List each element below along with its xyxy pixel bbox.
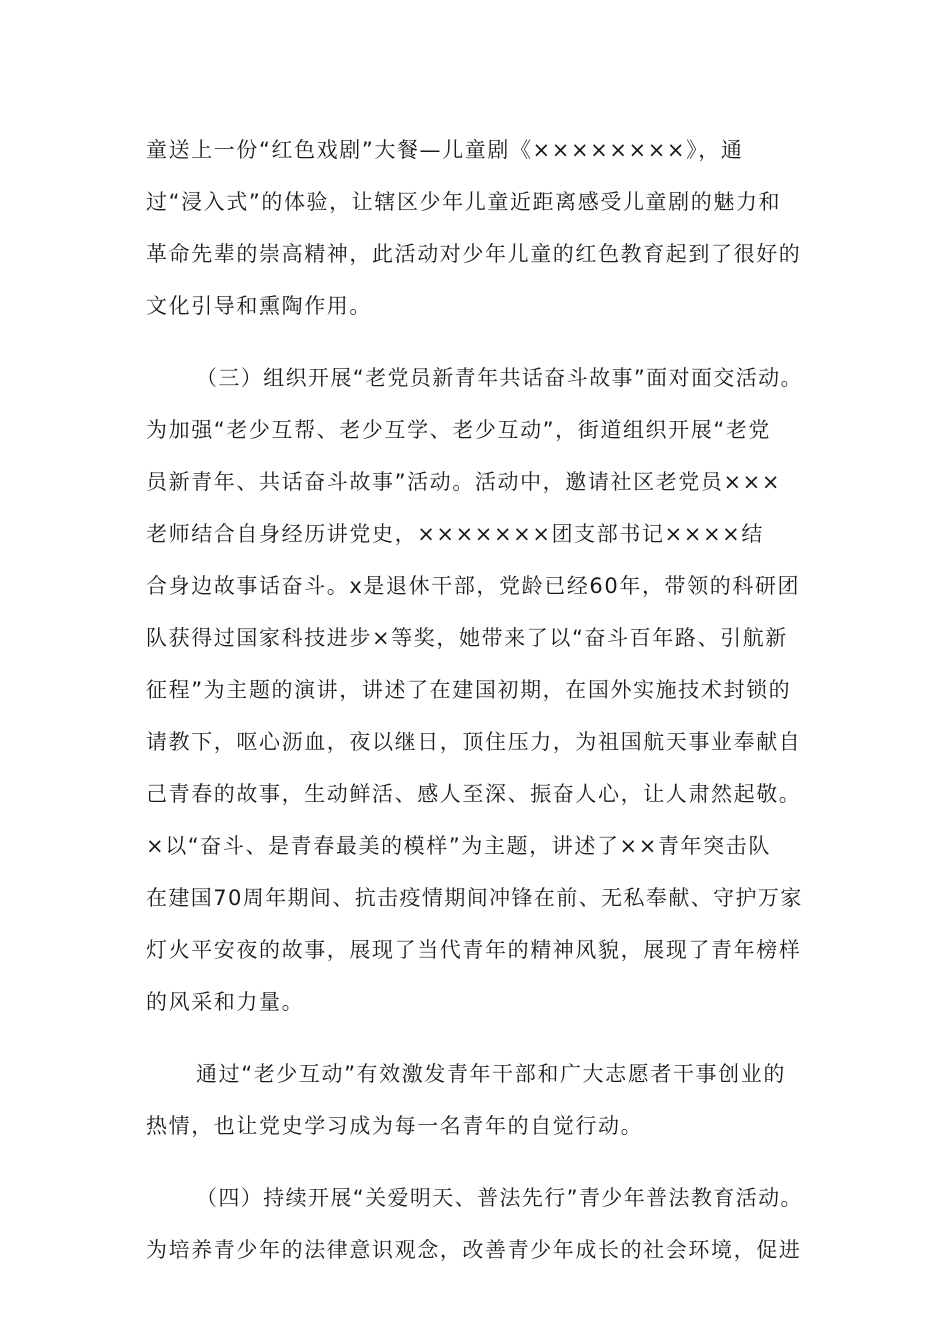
text-line: 童送上一份“红色戏剧”大餐—儿童剧《××××××××》，通 (146, 138, 744, 162)
paragraph-interaction-summary (146, 1048, 806, 1152)
paragraph-children-drama (146, 124, 806, 332)
text-line: 己青春的故事，生动鲜活、感人至深、振奋人心，让人肃然起敬。 (146, 782, 802, 806)
text-line: 合身边故事话奋斗。x是退休干部，党龄已经60年，带领的科研团 (146, 574, 801, 598)
text-line: 为加强“老少互帮、老少互学、老少互动”，街道组织开展“老党 (146, 418, 772, 442)
text-line: 征程”为主题的演讲，讲述了在建国初期，在国外实施技术封锁的 (146, 678, 792, 702)
text-line: 的风采和力量。 (146, 990, 305, 1014)
text-line: 员新青年、共话奋斗故事”活动。活动中，邀请社区老党员××× (146, 470, 782, 494)
paragraph-spacing (146, 332, 806, 352)
text-line: 通过“老少互动”有效激发青年干部和广大志愿者干事创业的 (196, 1062, 786, 1086)
text-line: 文化引导和熏陶作用。 (146, 294, 372, 318)
paragraph-section-three (146, 352, 806, 1028)
text-line: 请教下，呕心沥血，夜以继日，顶住压力，为祖国航天事业奉献自 (146, 730, 802, 754)
text-line: 过“浸入式”的体验，让辖区少年儿童近距离感受儿童剧的魅力和 (146, 190, 782, 214)
section-heading-line: （四）持续开展“关爱明天、普法先行”青少年普法教育活动。 (196, 1186, 803, 1210)
text-line: 在建国70周年期间、抗击疫情期间冲锋在前、无私奉献、守护万家 (146, 886, 803, 910)
text-line: 老师结合自身经历讲党史，×××××××团支部书记××××结 (146, 522, 764, 546)
paragraph-section-four (146, 1172, 806, 1276)
text-line: 革命先辈的崇高精神，此活动对少年儿童的红色教育起到了很好的 (146, 242, 802, 266)
text-line: 灯火平安夜的故事，展现了当代青年的精神风貌，展现了青年榜样 (146, 938, 802, 962)
paragraph-spacing (146, 1152, 806, 1172)
text-line: 热情，也让党史学习成为每一名青年的自觉行动。 (146, 1114, 644, 1138)
text-line: 为培养青少年的法律意识观念，改善青少年成长的社会环境，促进 (146, 1238, 802, 1262)
document-body (146, 124, 806, 1276)
text-line: ×以“奋斗、是青春最美的模样”为主题，讲述了××青年突击队 (146, 834, 771, 858)
section-heading-line: （三）组织开展“老党员新青年共话奋斗故事”面对面交活动。 (196, 366, 803, 390)
paragraph-spacing (146, 1028, 806, 1048)
text-line: 队获得过国家科技进步×等奖，她带来了以“奋斗百年路、引航新 (146, 626, 788, 650)
